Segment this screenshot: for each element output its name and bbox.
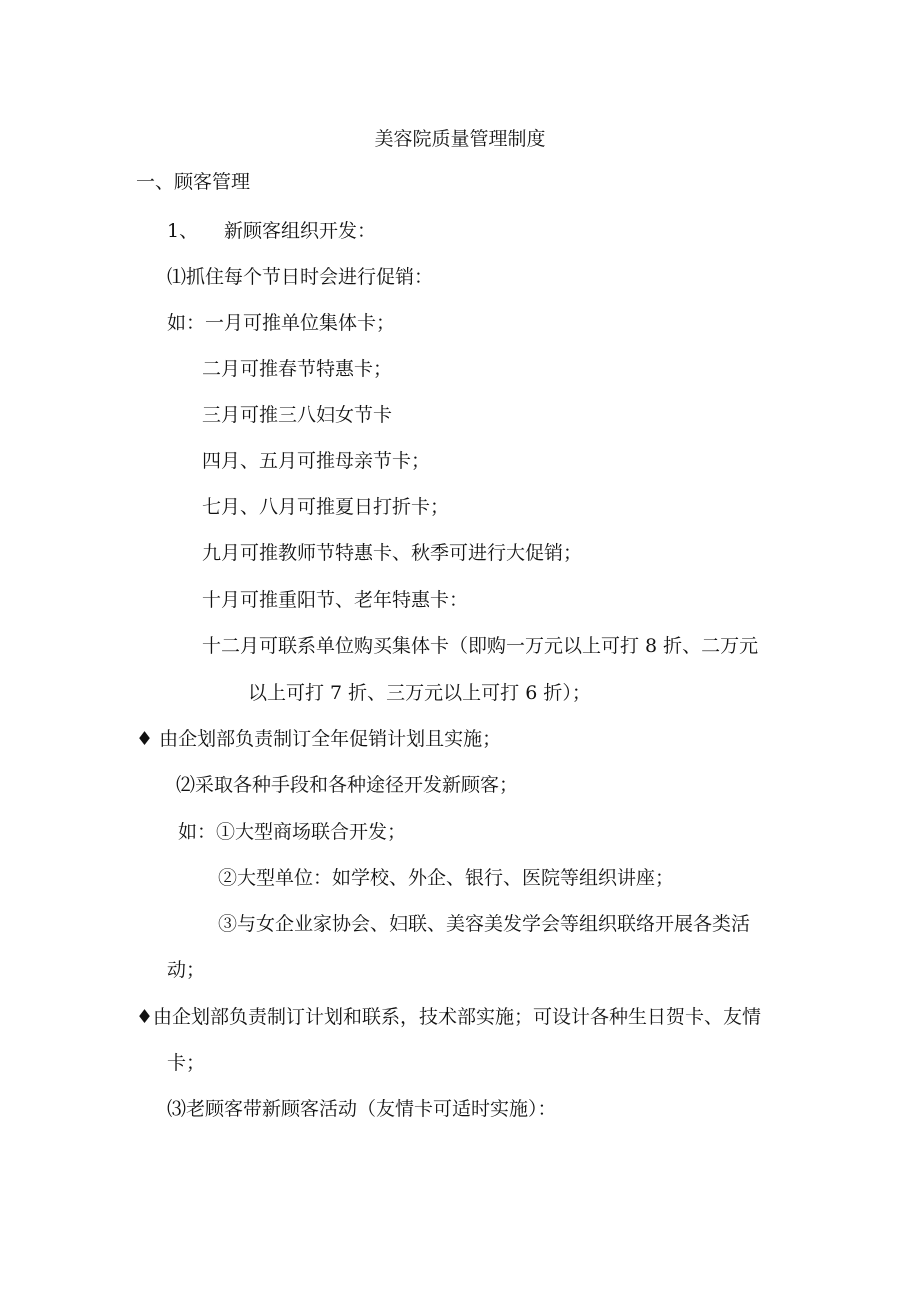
month-promo: 十月可推重阳节、老年特惠卡： [202, 589, 469, 611]
bullet-point: ♦ 由企划部负责制订全年促销计划且实施； [136, 728, 502, 750]
month-promo: 七月、八月可推夏日打折卡； [202, 496, 450, 518]
month-promo: 二月可推春节特惠卡； [202, 358, 393, 380]
section-heading: 一、顾客管理 [136, 171, 251, 193]
example-item: ③与女企业家协会、妇联、美容美发学会等组织联络开展各类活 [218, 913, 751, 935]
month-promo: 三月可推三八妇女节卡 [202, 404, 393, 426]
month-promo-continued: 以上可打 7 折、三万元以上可打 6 折）； [248, 682, 591, 704]
month-promo: 十二月可联系单位购买集体卡（即购一万元以上可打 8 折、二万元 [202, 635, 759, 657]
month-promo: 九月可推教师节特惠卡、秋季可进行大促销； [202, 542, 583, 564]
item-number: 1、 [167, 220, 199, 242]
bullet-point: ♦由企划部负责制订计划和联系，技术部实施；可设计各种生日贺卡、友情 [136, 1006, 762, 1028]
example-item: ②大型单位：如学校、外企、银行、医院等组织讲座； [218, 867, 675, 889]
numbered-item [167, 222, 376, 241]
document-title: 美容院质量管理制度 [374, 128, 546, 150]
example-intro: 如：一月可推单位集体卡； [167, 312, 396, 334]
item-label: 新顾客组织开发： [224, 220, 377, 242]
subsection-heading: ⑶老顾客带新顾客活动（友情卡可适时实施）： [167, 1098, 557, 1120]
example-item: 如：①大型商场联合开发； [178, 821, 407, 843]
subsection-heading: ⑴抓住每个节日时会进行促销： [167, 266, 434, 288]
bullet-point-continued: 卡； [167, 1052, 206, 1074]
example-item-continued: 动； [167, 959, 206, 981]
subsection-heading: ⑵采取各种手段和各种途径开发新顾客； [176, 774, 519, 796]
month-promo: 四月、五月可推母亲节卡； [202, 450, 431, 472]
